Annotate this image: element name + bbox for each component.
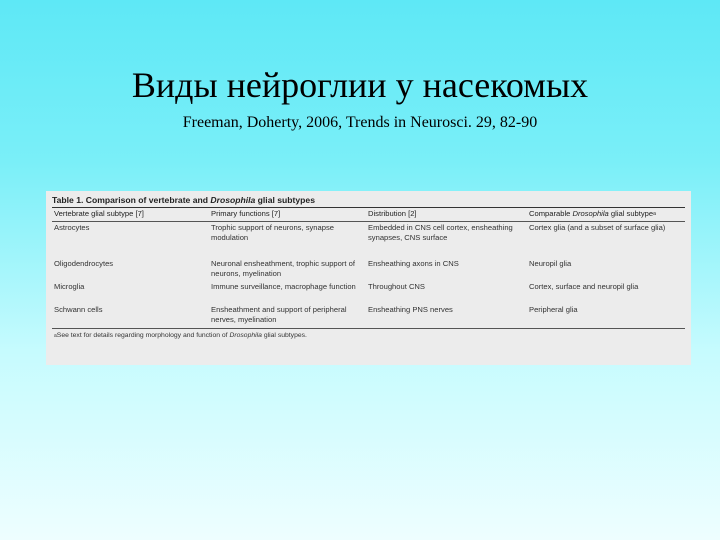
cell-subtype: Astrocytes (54, 223, 90, 232)
table-row (52, 258, 685, 281)
table-row (52, 281, 685, 304)
cell-distribution: Embedded in CNS cell cortex, ensheathing synapses, CNS surface (368, 223, 513, 243)
footnote-italic: Drosophila (229, 332, 262, 339)
cell-functions: Immune surveillance, macrophage function (211, 282, 356, 291)
cell-drosophila: Neuropil glia (529, 259, 572, 268)
cell-functions: Ensheathment and support of peripheral nerves, myelination (209, 304, 366, 329)
table-header-row (52, 208, 685, 222)
table-row (52, 222, 685, 259)
footnote-prefix: See text for details regarding morphology and function of (56, 332, 230, 339)
header-vertebrate-subtype: Vertebrate glial subtype [7] (52, 208, 209, 222)
footnote-mark: a (54, 333, 57, 339)
cell-distribution: Throughout CNS (368, 282, 425, 291)
cell-drosophila: Cortex, surface and neuropil glia (529, 282, 639, 291)
header-col4-footnote-mark: a (653, 211, 656, 217)
header-col4-suffix: glial subtype (608, 209, 654, 218)
table-caption-italic: Drosophila (210, 195, 256, 205)
slide-title: Виды нейроглии у насекомых (131, 65, 589, 105)
header-col4-prefix: Comparable (529, 209, 573, 218)
slide-subtitle: Freeman, Doherty, 2006, Trends in Neurosci. 29, 82-90 (182, 114, 538, 131)
footnote-suffix: glial subtypes. (261, 332, 307, 339)
header-primary-functions: Primary functions [7] (209, 208, 366, 222)
header-col4-italic: Drosophila (572, 209, 609, 218)
cell-distribution: Ensheathing axons in CNS (368, 259, 459, 268)
cell-subtype: Oligodendrocytes (54, 259, 114, 268)
table-footnote (52, 329, 685, 341)
cell-subtype: Microglia (54, 282, 85, 291)
cell-drosophila: Peripheral glia (527, 304, 685, 329)
header-drosophila-subtype (527, 208, 685, 222)
table-figure (46, 191, 691, 365)
table-caption (52, 194, 685, 208)
table-caption-suffix: glial subtypes (255, 195, 315, 205)
cell-functions: Neuronal ensheathment, trophic support of neurons, myelination (211, 259, 355, 279)
cell-functions: Trophic support of neurons, synapse modulation (211, 223, 334, 243)
header-distribution: Distribution [2] (366, 208, 527, 222)
cell-drosophila: Cortex glia (and a subset of surface glia) (529, 223, 666, 232)
table-caption-prefix: Table 1. Comparison of vertebrate and (52, 195, 211, 205)
cell-distribution: Ensheathing PNS nerves (366, 304, 527, 329)
glial-subtypes-table (52, 208, 685, 329)
table-row (52, 304, 685, 329)
cell-subtype: Schwann cells (52, 304, 209, 329)
